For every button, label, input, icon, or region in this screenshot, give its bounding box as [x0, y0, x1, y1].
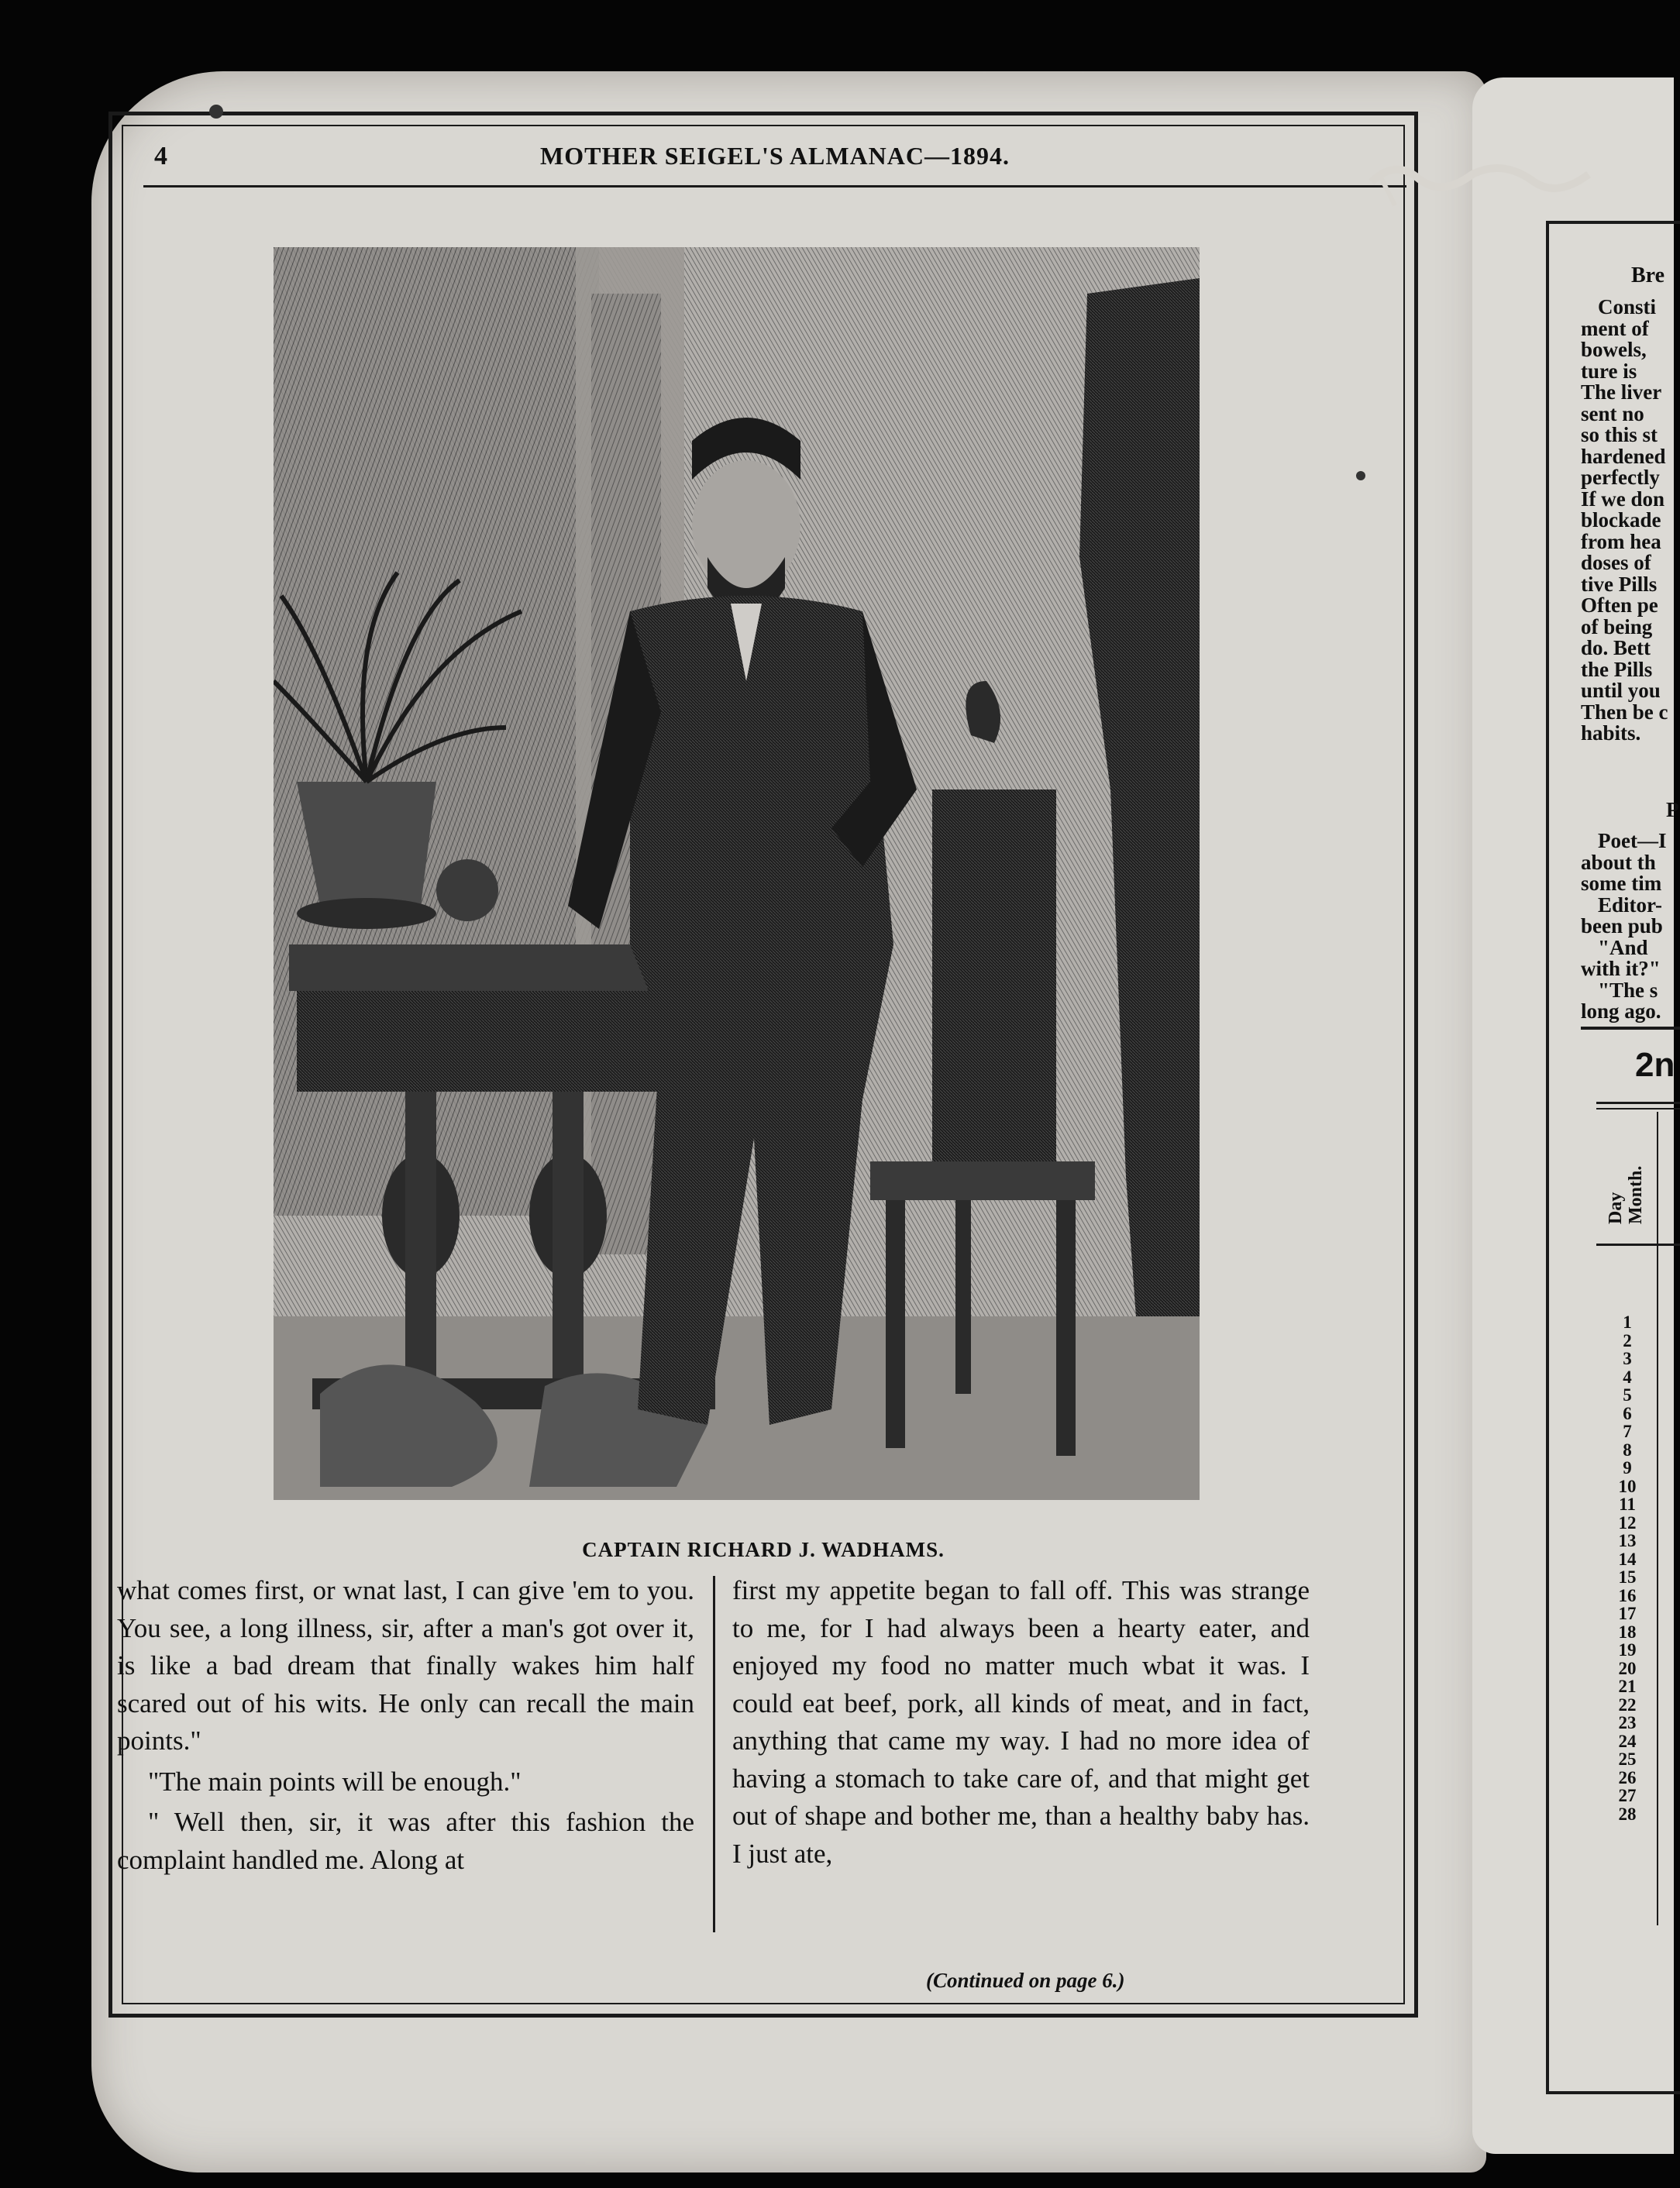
illustration-caption: CAPTAIN RICHARD J. WADHAMS.: [582, 1538, 945, 1561]
right-page: [1472, 77, 1679, 2154]
day-number: 12: [1618, 1512, 1637, 1533]
text-line: bowels,: [1581, 338, 1647, 361]
day-number: 15: [1618, 1567, 1637, 1587]
text-line: sent no: [1581, 401, 1644, 425]
day-number: 17: [1618, 1604, 1637, 1623]
text-line: some tim: [1581, 872, 1662, 895]
text-line: ture is: [1581, 359, 1637, 383]
text-line: Consti: [1598, 297, 1657, 318]
day-number: 22: [1618, 1694, 1637, 1715]
day-number: 28: [1618, 1804, 1637, 1824]
portrait-engraving: [274, 247, 1200, 1500]
day-number: 4: [1623, 1367, 1632, 1387]
text-line: Then be c: [1581, 700, 1668, 724]
section-divider: [1581, 1027, 1680, 1030]
text-line: ment of: [1581, 316, 1649, 340]
text-line: about th: [1581, 850, 1656, 874]
text-line: do. Bett: [1581, 636, 1651, 659]
table-header-day-month: [1603, 1108, 1649, 1244]
text-line: "The s: [1598, 978, 1658, 1002]
text-line: habits.: [1581, 721, 1641, 745]
day-number: 23: [1618, 1713, 1637, 1732]
table-rule: [1657, 1112, 1658, 1925]
calendar-heading: 2n: [1635, 1046, 1675, 1084]
header-day: Day: [1606, 1192, 1626, 1224]
table-rule: [1596, 1102, 1680, 1104]
right-heading: Bre: [1631, 263, 1665, 287]
paragraph: first my appetite began to fall off. This was strange to me, for I had always been a hearty eater, and enjoyed my food no matter much wbat it was. I could eat beef, pork, all kinds of meat, and in fact, anything that came my way. I had no more idea of having a stomach to take care of, and that might get out of shape and bother me, than a healthy baby has. I just ate,: [732, 1575, 1310, 1869]
day-number: 2: [1623, 1330, 1632, 1350]
running-head: [143, 137, 1406, 187]
paragraph: "The main points will be enough.": [148, 1766, 522, 1797]
day-number: 26: [1618, 1767, 1637, 1787]
right-text-block: [1581, 297, 1680, 745]
text-line: Editor-: [1598, 893, 1662, 917]
day-number: 7: [1623, 1422, 1632, 1441]
paragraph: what comes first, or wnat last, I can give 'em to you. You see, a long illness, sir, after a man's got over it, is like a bad dream that finally wakes him half scared out of his wits. He only can recall the main points.": [117, 1575, 694, 1756]
day-number: 27: [1618, 1786, 1637, 1805]
day-number: 13: [1618, 1531, 1637, 1550]
text-line: Poet—I: [1598, 831, 1667, 852]
text-line: perfectly: [1581, 466, 1660, 489]
text-line: The liver: [1581, 380, 1662, 404]
day-number: 8: [1623, 1440, 1632, 1460]
day-number: 21: [1618, 1677, 1637, 1696]
day-number: 18: [1618, 1622, 1637, 1642]
left-page: [91, 71, 1486, 2173]
day-number: 1: [1623, 1312, 1632, 1332]
day-number: 5: [1623, 1385, 1632, 1405]
right-subheading: P: [1666, 798, 1679, 821]
text-line: doses of: [1581, 551, 1651, 574]
text-line: tive Pills: [1581, 572, 1658, 596]
day-number: 24: [1618, 1731, 1637, 1751]
page-number: 4: [154, 142, 167, 170]
page-border: [108, 112, 1418, 2018]
day-number: 20: [1618, 1658, 1637, 1678]
table-rule: [1596, 1244, 1680, 1246]
continued-note: (Continued on page 6.): [926, 1969, 1125, 1992]
day-number: 6: [1623, 1403, 1632, 1423]
text-line: been pub: [1581, 914, 1663, 937]
column-divider: [713, 1576, 715, 1932]
paragraph: " Well then, sir, it was after this fashion the complaint handled me. Along at: [117, 1807, 694, 1875]
day-number: 9: [1623, 1458, 1632, 1478]
running-title: MOTHER SEIGEL'S ALMANAC—1894.: [540, 142, 1010, 170]
text-line: If we don: [1581, 487, 1665, 511]
text-line: the Pills: [1581, 657, 1653, 681]
text-line: "And: [1598, 935, 1648, 959]
day-number: 16: [1618, 1585, 1637, 1605]
specks: [209, 105, 223, 119]
text-line: blockade: [1581, 508, 1661, 532]
day-number: 25: [1618, 1749, 1637, 1769]
day-number: 19: [1618, 1640, 1637, 1660]
text-line: from hea: [1581, 529, 1661, 553]
text-column-left: [117, 1572, 694, 1882]
day-number: 10: [1618, 1476, 1637, 1496]
text-line: long ago.: [1581, 999, 1661, 1023]
day-number: 14: [1618, 1549, 1637, 1569]
text-line: until you: [1581, 679, 1661, 702]
text-column-right: [732, 1572, 1310, 1876]
text-line: Often pe: [1581, 593, 1658, 617]
text-line: with it?": [1581, 957, 1661, 980]
specks: [1356, 471, 1365, 480]
text-line: hardened: [1581, 444, 1666, 468]
right-text-block-2: [1581, 831, 1680, 1023]
day-number: 3: [1623, 1349, 1632, 1368]
header-month: Month.: [1626, 1165, 1646, 1224]
text-line: so this st: [1581, 423, 1658, 446]
day-number: 11: [1619, 1495, 1636, 1514]
text-line: of being: [1581, 614, 1653, 638]
binding-string: [1364, 151, 1596, 213]
day-numbers: [1604, 1313, 1651, 1823]
